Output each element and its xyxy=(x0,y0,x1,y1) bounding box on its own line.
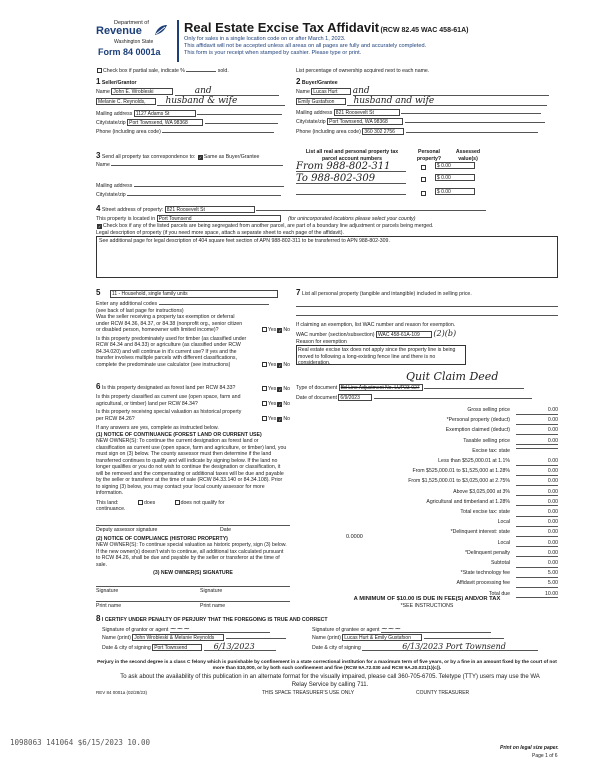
section7 xyxy=(296,288,558,388)
buyer-city-label: City/state/zip xyxy=(296,118,326,125)
fee-row xyxy=(296,468,558,477)
page-number: Page 1 of 6 xyxy=(532,753,558,759)
treasurer-use-only: THIS SPACE TREASURER'S USE ONLY xyxy=(262,690,355,696)
section4 xyxy=(96,204,558,284)
street-field[interactable]: 821 Roosevelt St xyxy=(165,206,255,213)
q1-no-checkbox[interactable]: ✓ xyxy=(278,328,282,333)
assessed-value-field[interactable]: $ 0.00 xyxy=(435,174,475,181)
no-label: No xyxy=(283,327,290,333)
parcel-col1: List all real and personal property tax parcel account numbers xyxy=(305,149,399,162)
section6-number: 6 xyxy=(96,382,101,391)
minimum-line2: *SEE INSTRUCTIONS xyxy=(400,603,454,610)
fee-value[interactable]: 5.00 xyxy=(516,570,558,578)
section5 xyxy=(96,288,290,388)
fee-value[interactable]: 5.00 xyxy=(516,580,558,588)
street-label: Street address of property: xyxy=(101,207,164,213)
minimum-note xyxy=(296,596,558,610)
current-use-no-checkbox[interactable]: ✓ xyxy=(278,401,282,407)
no-label: No xyxy=(283,415,290,422)
no-label: No xyxy=(283,361,290,368)
legal-label: Legal description of property (if you need more space, attach a separate sheet to each page of the affidavit). xyxy=(96,229,344,236)
fee-row xyxy=(296,438,558,447)
current-use-question: Is this property classified as current use (open space, farm and agricultural, or timber) land per RCW 84.34? xyxy=(96,394,241,407)
header-divider xyxy=(177,20,179,62)
buyer-phone-label: Phone (including area code) xyxy=(296,128,361,135)
section1-number: 1 xyxy=(96,77,101,86)
print-name-label-2: Print name xyxy=(200,602,226,609)
wac-label: WAC number (section/subsection) xyxy=(296,331,375,338)
buyer-city-field[interactable]: Port Townsend, WA 98368 xyxy=(327,118,403,125)
yes-label: Yes xyxy=(267,415,277,422)
grantor-sig-label: Signature of grantor or agent xyxy=(102,627,169,633)
s3-name-label: Name xyxy=(96,162,110,168)
accessibility-notice: To ask about the availability of this publication in an alternate format for the visually impaired, please call 360-705-6705. Teletype (TTY) users may use the WA Relay Service by calling 711. xyxy=(120,674,540,688)
partial-sale-label: Check box if partial sale, indicate % xyxy=(103,68,185,74)
fee-value[interactable]: 0.00 xyxy=(516,438,558,446)
buyer-name-label: Name xyxy=(296,89,310,95)
title-text: Real Estate Excise Tax Affidavit xyxy=(184,20,380,35)
q1-yes-checkbox[interactable] xyxy=(262,327,267,332)
grantor-signature[interactable]: ~~~ xyxy=(170,625,270,633)
grantee-name-field[interactable]: Lucas Hurt & Emily Gustafson xyxy=(342,634,422,641)
doc-type-field[interactable]: Bd Line Adjustment No. LUP23-027 xyxy=(339,384,423,391)
dept-line3: Washington State xyxy=(114,39,154,45)
grantor-date-label: Date & city of signing xyxy=(102,645,151,651)
assessed-value-field[interactable]: $ 0.00 xyxy=(435,188,475,195)
ownership-note: List percentage of ownership acquired next to each name. xyxy=(296,68,430,74)
forest-yes-checkbox[interactable] xyxy=(262,386,267,391)
parcel-col2: Personal property? xyxy=(416,149,442,162)
wac-hand: (2)(b) xyxy=(433,328,457,338)
form-title xyxy=(184,20,468,36)
fee-value[interactable]: 0.00 xyxy=(516,489,558,497)
historic-no-checkbox[interactable]: ✓ xyxy=(278,416,282,422)
buyer-name1-field[interactable]: Lucas Hurt xyxy=(311,88,351,95)
dept-line1: Department of xyxy=(114,20,149,26)
fee-row xyxy=(296,407,558,416)
recording-stamp: 1098063 141064 $6/15/2023 10.00 xyxy=(10,738,150,747)
fee-row xyxy=(296,580,558,589)
timber-question: Is this property predominately used for timber (as classified under RCW 84.34 and 84.33) or agriculture (as classified under RCW 84.34.020) and will continue in it's current use? If yes and the transfer involves multiple parcels with different classifications, complete the predominate use calculator (see instructions) xyxy=(96,335,247,368)
yes-label: Yes xyxy=(267,327,277,333)
grantor-date-hand: 6/13/2023 xyxy=(204,643,276,651)
revision: REV 84 0001a (02/28/23) xyxy=(96,690,148,695)
seller-city-label: City/state/zip xyxy=(96,119,126,126)
notice1-heading: (1) NOTICE OF CONTINUANCE (FOREST LAND OR CURRENT USE) xyxy=(96,431,262,438)
fee-row xyxy=(296,448,558,457)
fee-value[interactable]: 0.00 xyxy=(516,458,558,466)
seller-heading: Seller/Grantor xyxy=(101,80,137,86)
section7-number: 7 xyxy=(296,288,301,297)
see-back: (see back of last page for instructions) xyxy=(96,307,184,314)
buyer-mailing-field[interactable]: 821 Roosevelt St xyxy=(334,109,400,116)
deputy-date-label: Date xyxy=(220,526,231,533)
parcel-number: To 988-802-309 xyxy=(296,174,406,184)
seller-name-label: Name xyxy=(96,89,110,95)
reason-text: Real estate excise tax does not apply since the property line is being moved to following a long-existing fence line and there is no consideration. xyxy=(298,347,456,366)
q2-no-checkbox[interactable]: ✓ xyxy=(278,362,282,368)
print-name-label-1: Print name xyxy=(96,602,122,609)
fee-value[interactable]: 0.00 xyxy=(516,407,558,415)
fee-value[interactable]: 0.00 xyxy=(516,499,558,507)
fee-label: Above $3,025,000 at 3% xyxy=(453,488,510,495)
deputy-sig-label: Deputy assessor signature xyxy=(96,526,158,533)
grantee-date-hand: 6/13/2023 Port Townsend xyxy=(362,643,538,651)
parcel-number: From 988-802-311 xyxy=(296,162,406,172)
seller-name1-field[interactable]: John E. Wrobleski xyxy=(111,88,173,95)
doc-date-label: Date of document xyxy=(296,394,337,401)
seller-city-field[interactable]: Port Townsend, WA 98368 xyxy=(127,119,203,126)
legal-description-field[interactable] xyxy=(96,236,558,278)
no-label: No xyxy=(283,385,290,392)
county-treasurer: COUNTY TREASURER xyxy=(416,690,470,696)
fee-value[interactable]: 10.00 xyxy=(516,591,558,599)
form-number: Form 84 0001a xyxy=(98,47,161,57)
q2-yes-checkbox[interactable] xyxy=(262,362,267,367)
personal-property-checkbox[interactable] xyxy=(421,191,426,196)
legal-paper-note: Print on legal size paper. xyxy=(500,745,559,751)
yes-label: Yes xyxy=(267,361,277,368)
grantor-name-field[interactable]: John Wrobleski & Melanie Reynolds xyxy=(132,634,224,641)
segregated-text: Check box if any of the listed parcels are being segregated from another parcel, are part of a boundary line adjustment or parcels being merged. xyxy=(103,223,434,230)
fee-label: Subtotal xyxy=(490,560,510,566)
grantor-name-label: Name (print) xyxy=(102,634,131,641)
document-type-row xyxy=(296,384,524,391)
fee-value[interactable]: 0.00 xyxy=(516,468,558,476)
s3-mailing-label: Mailing address xyxy=(96,183,133,189)
title-rcw: (RCW 82.45 WAC 458-61A) xyxy=(380,27,469,34)
fee-row xyxy=(296,478,558,487)
fee-label: Affidavit processing fee xyxy=(456,580,510,587)
partial-sale-checkbox[interactable] xyxy=(97,68,102,73)
fee-label: Exemption claimed (deduct) xyxy=(445,427,510,434)
seller-name2-hand: husband & wife xyxy=(157,97,285,106)
exemption-text: If claiming an exemption, list WAC number and reason for exemption. xyxy=(296,322,456,328)
fee-label: Agricultural and timberland at 1.28% xyxy=(426,498,510,505)
seller-mailing-label: Mailing address xyxy=(96,110,133,117)
fee-value[interactable]: 0.00 xyxy=(516,550,558,558)
perjury-notice: Perjury in the second degree is a class C felony which is punishable by confinement in a state correctional institution for a maximum term of five years, or by a fine in an amount fixed by the court of not more than $10,000, or by both such confinement and fine (RCW 9A.72.030 and RCW 9A.20.021(1)(c)). xyxy=(97,660,557,671)
header-notes xyxy=(184,36,524,57)
fee-label: From $525,000.01 to $1,525,000 at 1.28% xyxy=(412,468,510,475)
buyer-name2-field[interactable]: Emily Gustafson xyxy=(296,98,346,105)
no-label: No xyxy=(283,400,290,407)
fee-label: *Personal property (deduct) xyxy=(446,417,510,424)
buyer-heading: Buyer/Grantee xyxy=(301,80,338,86)
parcel-col3: Assessed value(s) xyxy=(455,149,481,162)
segregated-checkbox[interactable]: ✓ xyxy=(98,224,102,230)
header-note2: This affidavit will not be accepted unless all areas on all pages are fully and accurately completed. xyxy=(184,42,427,49)
section6 xyxy=(96,382,290,632)
notice1-text: NEW OWNER(S): To continue the current designation as forest land or classification as current use (open space, farm and agriculture, or timber) land, you must sign on (3) below. The county assessor must then determine if the land transferred continues to qualify and will indicate by signing below. If the land no longer qualifies or you do not wish to continue the designation or classification, it will be removed and the compensating or additional taxes will be due and payable by the seller or transferor at the time of sale (RCW 84.33.140 or 84.34.108). Prior to signing (3) below, you may contact your local county assessor for more information. xyxy=(96,438,287,496)
section8-number: 8 xyxy=(96,614,101,623)
local-rate-field[interactable]: 0.0000 xyxy=(346,534,363,540)
does-label: does xyxy=(143,499,156,506)
fee-row xyxy=(296,540,558,549)
section2-number: 2 xyxy=(296,77,301,86)
new-owner-sig-heading: (3) NEW OWNER(S) SIGNATURE xyxy=(153,570,233,576)
fee-row xyxy=(296,499,558,508)
grantor-city-field[interactable]: Port Townsend xyxy=(152,644,202,651)
fee-row xyxy=(296,427,558,436)
partial-sale-row xyxy=(96,68,286,75)
section5-number: 5 xyxy=(96,288,101,297)
seller-name1-hand: and xyxy=(175,87,279,96)
fee-label: *Delinquent penalty xyxy=(465,549,510,556)
current-use-yes-checkbox[interactable] xyxy=(262,401,267,406)
located-label: This property is located in xyxy=(96,215,156,222)
fee-value[interactable] xyxy=(516,448,558,449)
signature-label-1: Signature xyxy=(96,587,119,594)
personal-property-checkbox[interactable] xyxy=(421,177,426,182)
certify-text: I CERTIFY UNDER PENALTY OF PERJURY THAT THE FOREGOING IS TRUE AND CORRECT xyxy=(101,617,328,623)
unincorporated-note: (for unincorporated locations please select your county) xyxy=(288,215,416,222)
if-yes-note: If any answers are yes, complete as instructed below. xyxy=(96,425,219,431)
section3 xyxy=(96,151,290,201)
wac-field[interactable]: WAC 458-61A-109 xyxy=(376,331,432,338)
buyer-mailing-label: Mailing address xyxy=(296,109,333,116)
fee-label: *State technology fee xyxy=(460,570,510,577)
notice2-text: NEW OWNER(S): To continue special valuation as historic property, sign (3) below. If the new owner(s) doesn't wish to continue, all additional tax calculated pursuant to RCW 84.26, shall be due and payable by the seller or transferor at the time of sale. xyxy=(96,542,287,568)
grantee-sig-label: Signature of grantee or agent xyxy=(312,627,380,633)
partial-sale-suffix: sold. xyxy=(217,68,229,74)
same-as-buyer-label: Same as Buyer/Grantee xyxy=(203,154,260,160)
forest-question: Is this property designated as forest land per RCW 84.33? xyxy=(101,385,236,391)
buyer-section xyxy=(296,77,558,147)
section8 xyxy=(96,614,558,658)
forest-no-checkbox[interactable]: ✓ xyxy=(278,386,282,392)
fee-label: Local xyxy=(497,519,510,526)
doc-date-field[interactable]: 6/9/2023 xyxy=(338,394,372,401)
grantee-date-label: Date & city of signing xyxy=(312,645,361,651)
fee-label: Excise tax: state xyxy=(472,447,510,454)
fee-value[interactable]: 0.00 xyxy=(516,417,558,425)
historic-question: Is this property receiving special valuation as historical property per RCW 84.26? xyxy=(96,409,242,422)
fee-row xyxy=(296,529,558,538)
fee-row xyxy=(296,509,558,518)
fee-row xyxy=(296,560,558,569)
fee-label: *Delinquent interest: state xyxy=(450,529,510,536)
dor-logo xyxy=(96,20,174,70)
additional-codes-label: Enter any additional codes xyxy=(96,301,158,307)
personal-property-checkbox[interactable] xyxy=(421,165,426,170)
fee-value[interactable]: 0.00 xyxy=(516,540,558,548)
buyer-name1-hand: and xyxy=(353,87,549,96)
reason-label: Reason for exemption xyxy=(296,338,347,345)
minimum-line1: A MINIMUM OF $10.00 IS DUE IN FEE(S) AND/OR TAX xyxy=(353,596,501,602)
parcel-row xyxy=(296,162,496,172)
parcel-row xyxy=(296,174,496,184)
seller-mailing-field[interactable]: 1127 Adams St xyxy=(134,110,196,117)
fee-label: Gross selling price xyxy=(467,407,510,413)
notice2-heading: (2) NOTICE OF COMPLIANCE (HISTORIC PROPERTY) xyxy=(96,535,228,542)
section4-number: 4 xyxy=(96,204,101,213)
legal-description-text: See additional page for legal description of 404 square feet section of APN 988-802-311 to be transferred to APN 988-802-309. xyxy=(99,238,390,245)
personal-property-text: List all personal property (tangible and intangible) included in selling price. xyxy=(301,291,472,297)
fee-label: Total excise tax: state xyxy=(460,509,510,515)
fee-row xyxy=(296,458,558,467)
buyer-name2-hand: husband and wife xyxy=(347,97,547,106)
dept-line2: Revenue xyxy=(96,25,142,37)
fee-row xyxy=(296,519,558,528)
buyer-phone-field[interactable]: 360 302 2756 xyxy=(362,128,404,135)
fee-label: Total due xyxy=(488,590,510,597)
does-not-checkbox[interactable] xyxy=(175,500,180,505)
fee-row xyxy=(296,489,558,498)
assessed-value-field[interactable]: $ 0.00 xyxy=(435,162,475,169)
this-land-label: This land: xyxy=(96,499,119,506)
grantee-signature[interactable]: ~~~ xyxy=(381,625,491,633)
grantee-name-label: Name (print) xyxy=(312,634,341,641)
fee-label: From $1,525,000.01 to $3,025,000 at 2.75% xyxy=(408,478,510,485)
header-note3: This form is your receipt when stamped by cashier. Please type or print. xyxy=(184,49,362,56)
does-not-label: does not qualify for xyxy=(180,499,225,506)
land-use-code-select[interactable]: 11 - Household, single family units xyxy=(110,290,278,298)
fee-value[interactable]: 0.00 xyxy=(516,427,558,435)
yes-label: Yes xyxy=(267,385,277,392)
fee-value[interactable]: 0.00 xyxy=(516,509,558,517)
located-select[interactable]: Port Townsend xyxy=(157,215,281,222)
section3-text: Send all property tax correspondence to: xyxy=(101,154,196,160)
seller-section xyxy=(96,77,290,147)
exemption-question: Was the seller receiving a property tax exemption or deferral under RCW 84.36, 84.37, or 84.38 (nonprofit org., senior citizen or disabled person, homeowner with limited income)? xyxy=(96,314,243,333)
fee-row xyxy=(296,417,558,426)
historic-yes-checkbox[interactable] xyxy=(262,416,267,421)
yes-label: Yes xyxy=(267,400,277,407)
seller-phone-label: Phone (including area code) xyxy=(96,129,161,135)
fee-value[interactable]: 0.00 xyxy=(516,529,558,537)
same-as-buyer-checkbox[interactable]: ✓ xyxy=(198,155,203,160)
fee-value[interactable]: 0.00 xyxy=(516,560,558,568)
continuance-label: continuance. xyxy=(96,506,126,512)
fee-value[interactable]: 0.00 xyxy=(516,478,558,486)
fee-value[interactable]: 0.00 xyxy=(516,519,558,527)
fee-label: Taxable selling price xyxy=(463,437,510,444)
header-note1: Only for sales in a single location code on or after March 1, 2023. xyxy=(184,36,346,42)
fee-row xyxy=(296,570,558,579)
section3-number: 3 xyxy=(96,151,101,160)
fee-label: Less than $525,000.01 at 1.1% xyxy=(438,458,510,464)
parcel-row xyxy=(296,186,496,198)
does-checkbox[interactable] xyxy=(138,500,143,505)
document-date-row xyxy=(296,394,532,401)
reason-field[interactable] xyxy=(296,345,466,365)
leaf-icon xyxy=(154,24,168,36)
document-type-hand: Quit Claim Deed xyxy=(406,370,499,383)
doc-type-label: Type of document xyxy=(296,384,338,391)
fee-row xyxy=(296,550,558,559)
fee-label: Local xyxy=(497,539,510,546)
parcel-table xyxy=(296,149,558,201)
signature-label-2: Signature xyxy=(200,587,223,594)
s3-city-label: City/state/zip xyxy=(96,192,126,198)
seller-name2-field[interactable]: Melanie C. Reynolds, xyxy=(96,98,156,105)
